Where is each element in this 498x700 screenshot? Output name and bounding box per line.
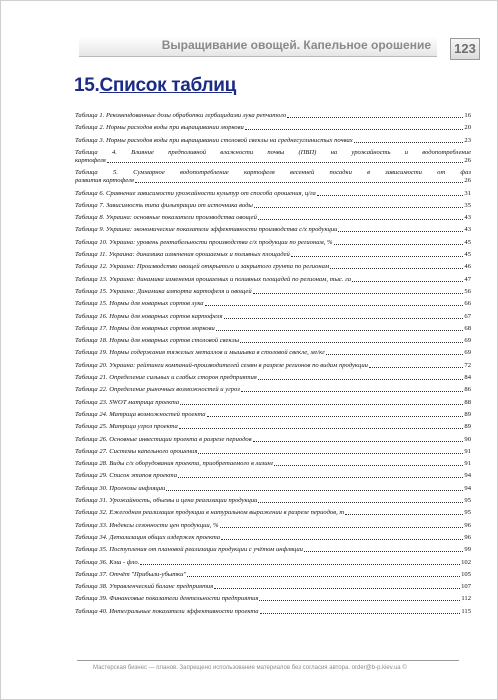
toc-entry-page: 90 (464, 435, 471, 443)
toc-entry-label: Таблица 21. Определение сильных и слабых сторон предприятия (75, 374, 257, 381)
dot-leader (216, 330, 464, 331)
dot-leader (221, 539, 463, 540)
toc-entry-label: Таблица 27. Системы капельного орошения (75, 447, 198, 455)
toc-entry[interactable] (75, 546, 471, 554)
toc-entry[interactable] (75, 386, 471, 394)
toc-entry[interactable] (75, 559, 471, 567)
dot-leader (338, 231, 463, 232)
dot-leader (352, 281, 463, 282)
toc-entry[interactable] (75, 571, 471, 579)
toc-entry[interactable] (75, 522, 471, 530)
dot-leader (207, 416, 464, 417)
toc-entry-label: Таблица 33. Индексы сезонности цен продукции, % (75, 521, 219, 529)
dot-leader (369, 367, 463, 368)
toc-entry-page: 66 (464, 300, 471, 308)
toc-entry[interactable] (75, 288, 471, 296)
toc-entry-page: 69 (464, 337, 471, 345)
toc-entry-page: 102 (461, 558, 471, 566)
toc-entry-label: Таблица 8. Украина: основные показатели производства овощей (75, 214, 257, 222)
dot-leader (345, 514, 463, 515)
dot-leader (253, 441, 464, 442)
toc-entry-label: Таблица 16. Нормы для новарных сортов картофеля (75, 312, 223, 320)
toc-entry[interactable] (75, 595, 471, 603)
dot-leader (220, 527, 464, 528)
toc-entry-page: 35 (464, 201, 471, 209)
toc-entry-label: Таблица 39. Финансовые показатели деятельности предприятия (75, 595, 259, 603)
toc-entry-label: Таблица 36. Кэш - фло. (75, 558, 140, 566)
toc-entry[interactable] (75, 112, 471, 120)
toc-entry-label: Таблица 12. Украина: Производство овощей открытого и закрытого грунта по регионам (75, 263, 330, 271)
toc-entry-page: 95 (464, 497, 471, 504)
dot-leader (166, 490, 463, 491)
running-header (79, 36, 437, 57)
toc-entry-page: 96 (464, 521, 471, 529)
toc-entry-label-cont: развития картофеля (75, 177, 134, 185)
dot-leader (253, 293, 464, 294)
dot-leader (260, 613, 461, 614)
toc-entry-page: 88 (464, 398, 471, 406)
toc-entry[interactable] (75, 337, 471, 345)
toc-entry-page: 112 (461, 595, 471, 603)
toc-entry[interactable] (75, 472, 471, 480)
toc-entry-label: Таблица 17. Нормы для новарных сортов моркови (75, 324, 215, 332)
toc-entry-label: Таблица 9. Украина: экономические показатели эффективности производства с/х продукции (75, 226, 338, 234)
dot-leader (258, 219, 464, 220)
dot-leader (140, 564, 460, 565)
toc-entry-label: Таблица 3. Нормы расходов воды при выращивании столовой свеклы на среднесуглинистых почвах (75, 136, 353, 144)
toc-entry-label: Таблица 10. Украина: уровень рентабельности производства с/х продукции по регионам, % (75, 238, 333, 246)
toc-entry[interactable] (75, 583, 471, 591)
toc-entry-page: 91 (464, 460, 471, 468)
dot-leader (178, 477, 463, 478)
dot-leader (326, 354, 464, 355)
toc-entry-label: Таблица 13. Украина: динамика изменения орошаемых и поливных площадей по регионам, тыс. га (75, 275, 352, 283)
toc-entry-page: 47 (464, 275, 471, 283)
footer-divider (77, 660, 459, 661)
toc-entry[interactable] (75, 460, 471, 468)
toc-entry[interactable] (75, 325, 471, 333)
dot-leader (304, 551, 463, 552)
toc-entry-page: 16 (464, 112, 471, 119)
toc-entry-label: Таблица 19. Нормы содержания тяжелых металлов и мышьяка в столовой свекле, мг/кг (75, 349, 325, 357)
page-number: 123 (450, 38, 480, 60)
toc-entry-label: Таблица 6. Сравнение зависимости урожайности культур от способа орошения, ц/га (75, 189, 316, 197)
toc-entry-page: 23 (464, 136, 471, 144)
toc-entry-page: 45 (464, 251, 471, 258)
toc-entry-label: Таблица 38. Управленческий баланс предприятия (75, 583, 214, 591)
toc-entry-page: 89 (464, 423, 471, 431)
toc-entry[interactable] (75, 239, 471, 247)
toc-entry-label: Таблица 23. SWOT матрица проекта (75, 398, 180, 406)
toc-entry-label: Таблица 29. Список этапов проекта (75, 472, 178, 480)
toc-entry-label: Таблица 7. Зависимость типа фильтрации от источника воды (75, 201, 253, 209)
dot-leader (180, 404, 463, 405)
toc-entry-page: 94 (464, 484, 471, 492)
toc-entry[interactable] (75, 448, 471, 456)
section-title-text: Список таблиц (99, 75, 237, 96)
toc-entry-page: 105 (461, 570, 471, 578)
toc-entry[interactable] (75, 251, 471, 259)
toc-entry-label: Таблица 28. Виды с/х оборудования проекта, приобретаемого в лизинг (75, 460, 274, 468)
toc-entry-page: 94 (464, 472, 471, 480)
toc-entry-label-cont: картофеля (75, 156, 106, 164)
header-title: Выращивание овощей. Капельное орошение (161, 38, 431, 52)
dot-leader (214, 588, 460, 589)
toc-entry-label: Таблица 25. Матрица угроз проекта (75, 423, 178, 431)
dot-leader (198, 453, 463, 454)
toc-entry-page: 115 (461, 607, 471, 615)
dot-leader (135, 182, 463, 183)
toc-entry-label: Таблица 11. Украина: динамика изменения орошаемых и поливных площадей (75, 251, 290, 258)
toc-entry-label: Таблица 31. Урожайность, объемы и цена реализации продукции (75, 497, 258, 504)
toc-entry-label: Таблица 40. Интегральные показатели эффективности проекта (75, 607, 259, 615)
toc-entry-label: Таблица 1. Рекомендованные дозы обработки гербицидами лука репчатого (75, 112, 287, 119)
toc-entry[interactable] (75, 485, 471, 493)
section-number: 15. (74, 75, 100, 96)
toc-entry-page: 72 (464, 361, 471, 369)
toc-entry-page: 20 (464, 124, 471, 132)
toc-entry-page: 95 (464, 509, 471, 517)
toc-entry[interactable] (75, 509, 471, 517)
toc-entry-label: Таблица 20. Украина: рейтинги компаний-производителей семян в разрезе регионов по видам продукции (75, 361, 368, 369)
toc-entry-page: 96 (464, 533, 471, 541)
toc-entry[interactable] (75, 214, 471, 222)
toc-entry-label: Таблица 34. Детализация общих издержек проекта (75, 533, 221, 541)
dot-leader (259, 600, 460, 601)
dot-leader (258, 502, 463, 503)
toc-entry-page: 43 (464, 226, 471, 234)
dot-leader (354, 142, 464, 143)
dot-leader (317, 195, 464, 196)
toc-entry-label: Таблица 4. Влияние предполивной влажности почвы (ПВП) на урожайность и водопотребление (75, 148, 471, 156)
toc-entry-page: 46 (464, 263, 471, 271)
section-heading (74, 75, 236, 97)
toc-entry-page: 26 (464, 177, 471, 185)
toc-entry-page: 67 (464, 312, 471, 320)
toc-entry[interactable] (75, 411, 471, 419)
toc-entry-label: Таблица 18. Нормы для новарных сортов столовой свеклы (75, 337, 240, 345)
toc-entry-label: Таблица 2. Нормы расходов воды при выращивании моркови (75, 124, 244, 132)
dot-leader (241, 391, 464, 392)
dot-leader (334, 244, 464, 245)
toc-entry[interactable] (75, 263, 471, 271)
toc-entry-label: Таблица 15. Нормы для новарных сортов лука (75, 300, 204, 308)
toc-entry-page: 89 (464, 410, 471, 418)
toc-entry[interactable] (75, 226, 471, 234)
toc-entry[interactable] (75, 436, 471, 444)
toc-entry-page: 91 (464, 447, 471, 455)
dot-leader (245, 129, 464, 130)
dot-leader (291, 256, 464, 257)
dot-leader (205, 305, 464, 306)
dot-leader (187, 576, 460, 577)
toc-entry[interactable] (75, 608, 471, 616)
toc-entry-page: 68 (464, 324, 471, 332)
toc-entry-page: 86 (464, 386, 471, 394)
toc-entry-label: Таблица 26. Основные инвестиции проекта в разрезе периодов (75, 435, 252, 443)
toc-entry[interactable] (75, 124, 471, 132)
toc-entry-label: Таблица 22. Определение рыночных возможностей и угроз (75, 386, 240, 394)
dot-leader (330, 268, 463, 269)
dot-leader (240, 342, 463, 343)
toc-entry[interactable] (75, 169, 471, 185)
toc-entry-label: Таблица 30. Прогнозы инфляции (75, 484, 166, 492)
toc-entry-page: 31 (464, 189, 471, 197)
toc-entry[interactable] (75, 534, 471, 542)
dot-leader (179, 428, 464, 429)
toc-entry-label: Таблица 5. Суммарное водопотребление картофеля весенней посадки в зависимости от фаз (75, 169, 471, 177)
toc-entry[interactable] (75, 423, 471, 431)
toc-entry[interactable] (75, 349, 471, 357)
toc-entry-page: 69 (464, 349, 471, 357)
toc-entry-label: Таблица 15. Украина: Динамика импорта картофеля и овощей (75, 287, 252, 295)
toc-entry[interactable] (75, 276, 471, 284)
toc-entry[interactable] (75, 190, 471, 198)
toc-entry-page: 26 (464, 156, 471, 164)
toc-entry-label: Таблица 32. Ежегодная реализация продукции в натуральном выражении в разрезе периодов, т (75, 509, 345, 517)
toc-entry[interactable] (75, 300, 471, 308)
toc-entry-page: 43 (464, 214, 471, 222)
dot-leader (287, 117, 463, 118)
toc-entry-page: 107 (461, 583, 471, 591)
dot-leader (258, 379, 464, 380)
dot-leader (274, 465, 463, 466)
dot-leader (224, 318, 464, 319)
toc-entry[interactable] (75, 313, 471, 321)
toc-entry[interactable] (75, 362, 471, 370)
toc-entry[interactable] (75, 399, 471, 407)
toc-entry-page: 56 (464, 287, 471, 295)
dot-leader (254, 207, 464, 208)
toc-entry-label: Таблица 24. Матрица возможностей проекта (75, 410, 206, 418)
toc-entry[interactable] (75, 149, 471, 165)
toc-entry-label: Таблица 37. Отчёт "Прибыли-убытки" (75, 570, 187, 578)
toc-entry-page: 84 (464, 374, 471, 381)
dot-leader (107, 162, 464, 163)
toc-entry-page: 99 (464, 546, 471, 554)
toc-entry[interactable] (75, 202, 471, 210)
toc-entry-page: 45 (464, 238, 471, 246)
toc-entry[interactable] (75, 374, 471, 382)
toc-entry[interactable] (75, 497, 471, 505)
footer-text: Мастерская бизнес — планов. Запрещено использование материалов без согласия автора. order@b-p.kiev.ua © (93, 665, 407, 671)
toc-entry[interactable] (75, 137, 471, 145)
toc-entry-label: Таблица 35. Поступления от плановой реализации продукции с учётом инфляции (75, 546, 303, 554)
